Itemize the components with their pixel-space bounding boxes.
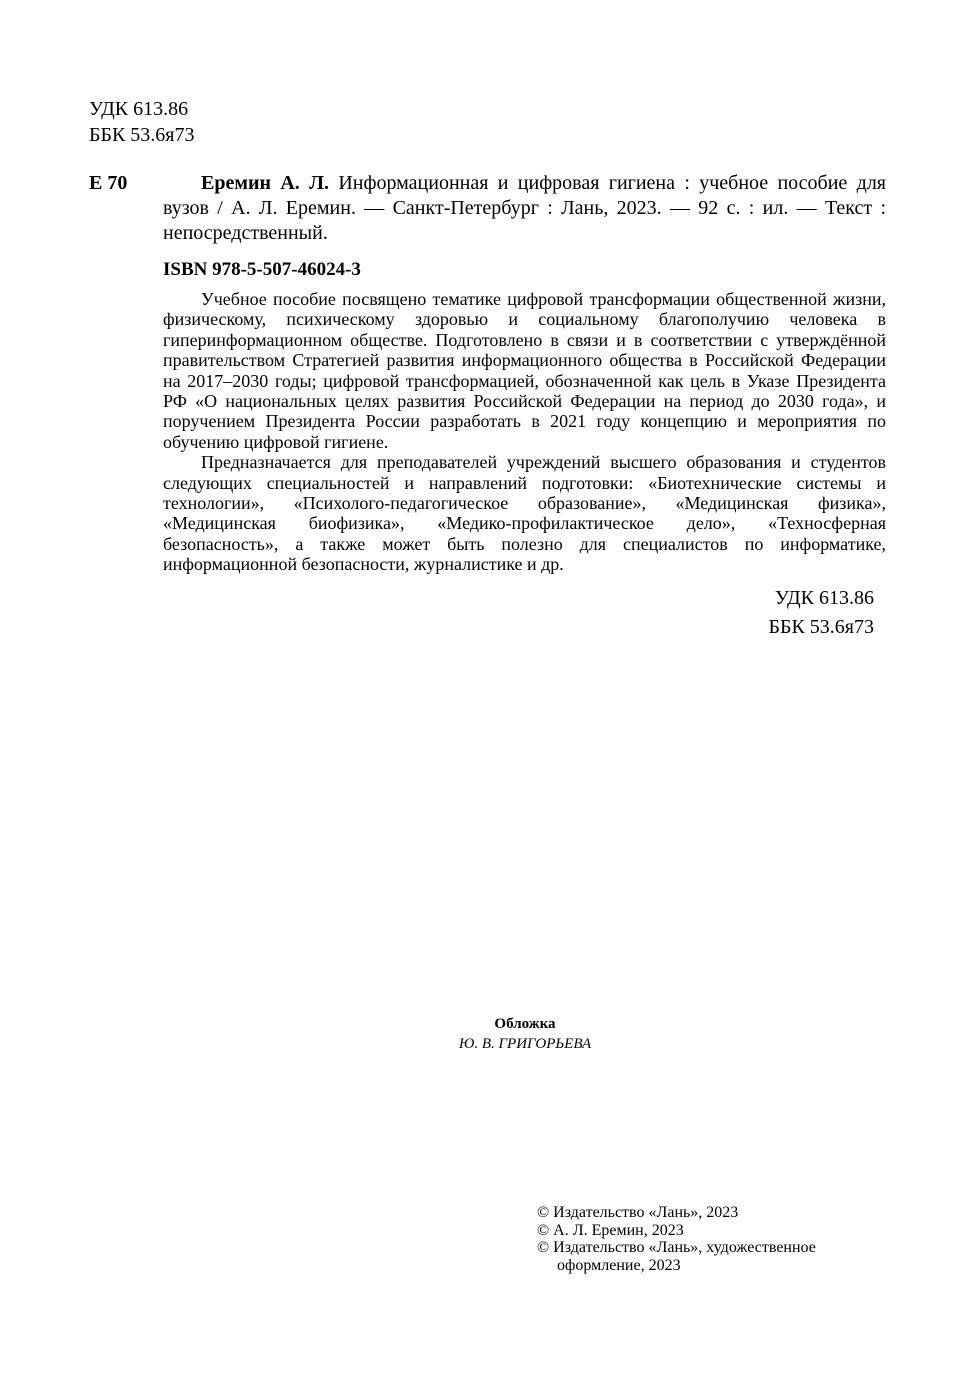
copyright-line: © А. Л. Еремин, 2023 (537, 1221, 684, 1239)
udk-code-bottom: УДК 613.86 (774, 587, 874, 609)
udk-code: УДК 613.86 (89, 98, 189, 120)
isbn: ISBN 978-5-507-46024-3 (163, 259, 361, 280)
annotation (163, 289, 886, 575)
bibliographic-entry (163, 171, 886, 246)
copyright-line: © Издательство «Лань», 2023 (537, 1204, 739, 1221)
author-code: Е 70 (89, 172, 128, 194)
cover-credit (400, 1014, 650, 1054)
classification-codes-bottom (690, 584, 874, 642)
bbk-code-bottom: ББК 53.6я73 (768, 616, 874, 638)
copyright-block (537, 1204, 867, 1274)
classification-codes-top (89, 96, 195, 148)
cover-designer: Ю. В. ГРИГОРЬЕВА (458, 1036, 592, 1052)
cover-label: Обложка (494, 1016, 556, 1032)
bbk-code: ББК 53.6я73 (89, 124, 195, 146)
annotation-paragraph: Учебное пособие посвящено тематике цифровой трансформации общественной жизни, физическому, психическому здоровью и социальному благополучию человека в гиперинформационном обществе. Подготовлено в связи и в соответствии с утверждённой правительством Стратегией развития информационного общества в Российской Федерации на 2017–2030 годы; цифровой трансформацией, обозначенной как цель в Указе Президента РФ «О национальных целях развития Российской Федерации на период до 2030 года», и поручением Президента России разработать в 2021 году концепцию и мероприятия по обучению цифровой гигиене. (163, 289, 886, 452)
copyright-line-continuation: оформление, 2023 (557, 1256, 681, 1274)
bib-author: Еремин А. Л. (201, 172, 330, 194)
annotation-paragraph: Предназначается для преподавателей учреждений высшего образования и студентов следующих специальностей и направлений подготовки: «Биотехнические системы и технологии», «Психолого-педагогическое образование», «Медицинская физика», «Медицинская биофизика», «Медико-профилактическое дело», «Техносферная безопасность», а также может быть полезно для специалистов по информатике, информационной безопасности, журналистике и др. (163, 452, 886, 575)
copyright-line: © Издательство «Лань», художественное (537, 1239, 816, 1256)
bib-description: Информационная и цифровая гигиена : учебное пособие для вузов / А. Л. Еремин. — Санкт-Петербург : Лань, 2023. — 92 с. : ил. — Текст : непосредственный. (163, 172, 886, 244)
